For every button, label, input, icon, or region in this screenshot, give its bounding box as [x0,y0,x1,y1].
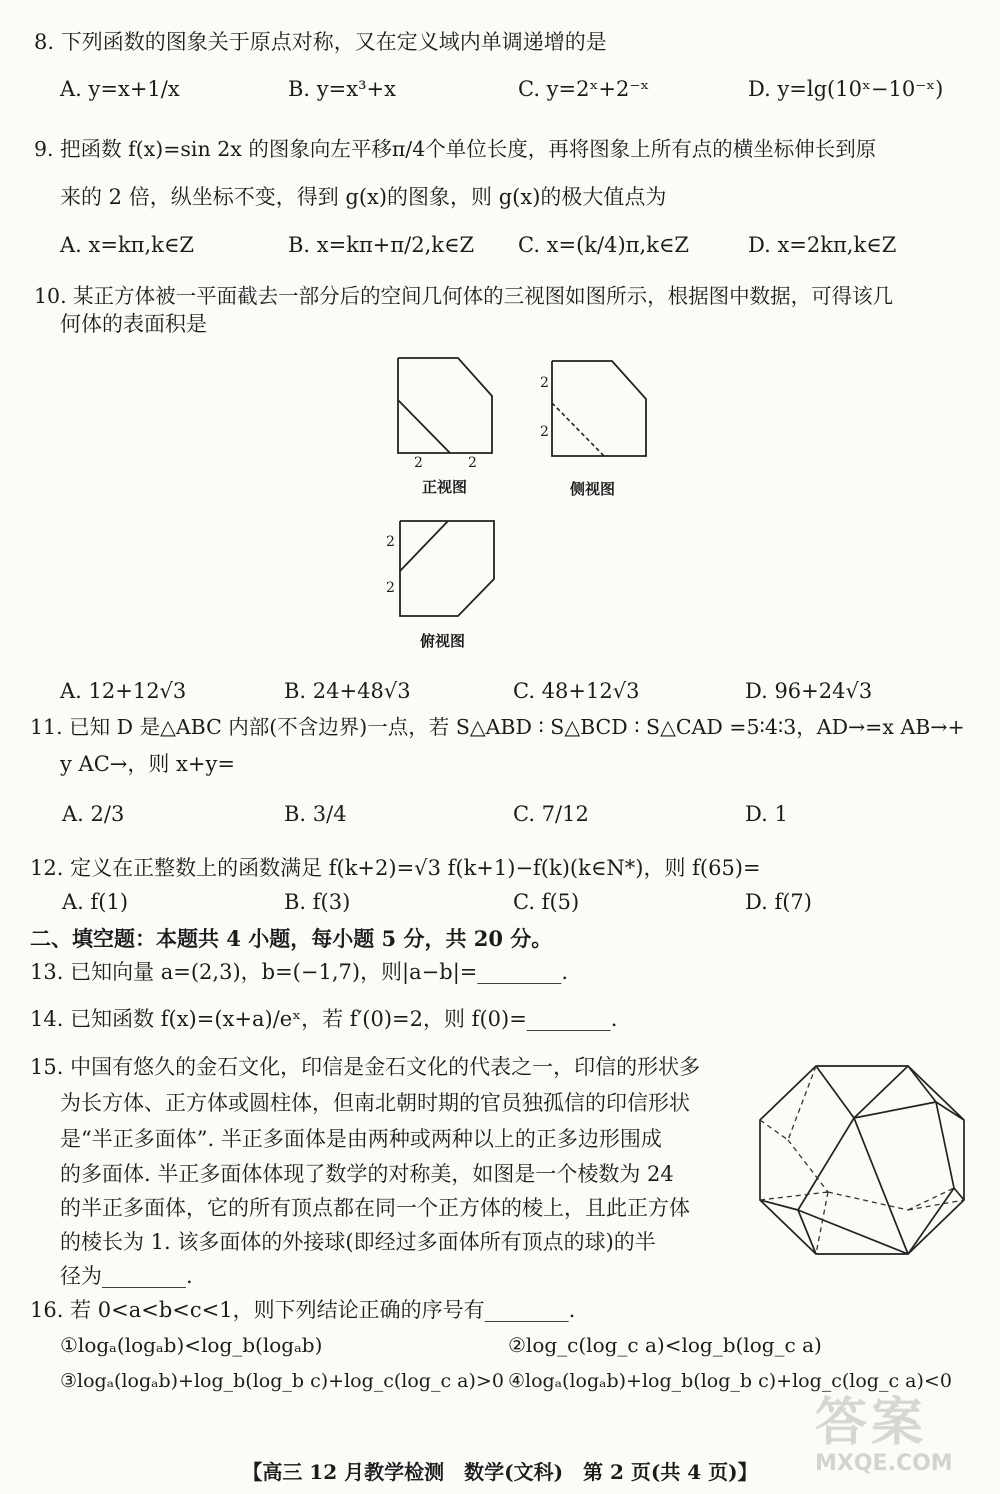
q11-option-c: C. 7/12 [513,802,589,826]
front-view-dim-right: 2 [468,455,477,471]
q9-option-d: D. x=2kπ,k∈Z [748,233,897,257]
q10-option-b: B. 24+48√3 [284,679,411,703]
watermark-title: 答案 [815,1392,928,1453]
q15-line5: 的半正多面体，它的所有顶点都在同一个正方体的棱上，且此正方体 [60,1196,690,1220]
side-view-dim-top: 2 [540,375,549,391]
side-view-diagram [550,359,650,459]
top-view-dim-top: 2 [386,534,395,550]
front-view-caption: 正视图 [422,478,468,496]
q10-stem-line1: 10. 某正方体被一平面截去一部分后的空间几何体的三视图如图所示，根据图中数据，可得该几 [34,284,894,308]
watermark-logo [815,1392,995,1490]
q10-option-c: C. 48+12√3 [513,679,640,703]
q15-line4: 的多面体. 半正多面体体现了数学的对称美，如图是一个棱数为 24 [60,1162,674,1186]
front-view-diagram [396,356,496,456]
q15-line3: 是“半正多面体”. 半正多面体是由两种或两种以上的正多边形围成 [60,1127,662,1151]
q10-option-d: D. 96+24√3 [745,679,873,703]
q9-option-b: B. x=kπ+π/2,k∈Z [288,233,475,257]
q10-stem-line2: 何体的表面积是 [60,312,207,336]
q8-option-b: B. y=x³+x [288,77,396,101]
q16-statement-4: ④logₐ(logₐb)+log_b(log_b c)+log_c(log_c a)<0 [508,1370,952,1392]
top-view-caption: 俯视图 [420,632,466,650]
q11-stem-line1: 11. 已知 D 是△ABC 内部(不含边界)一点，若 S△ABD ∶ S△BCD ∶ S△CAD =5∶4∶3，AD→=x AB→+ [30,715,965,739]
top-view-dim-bottom: 2 [386,580,395,596]
q12-option-c: C. f(5) [513,890,580,914]
q16-statement-1: ①logₐ(logₐb)<log_b(logₐb) [60,1333,323,1357]
q12-option-b: B. f(3) [284,890,351,914]
q11-option-a: A. 2/3 [62,802,125,826]
side-view-dim-bottom: 2 [540,424,549,440]
q8-option-c: C. y=2ˣ+2⁻ˣ [518,77,650,101]
q15-line1: 15. 中国有悠久的金石文化，印信是金石文化的代表之一，印信的形状多 [30,1055,701,1079]
q10-option-a: A. 12+12√3 [60,679,187,703]
q15-line6: 的棱长为 1. 该多面体的外接球(即经过多面体所有顶点的球)的半 [60,1230,656,1254]
q12-stem: 12. 定义在正整数上的函数满足 f(k+2)=√3 f(k+1)−f(k)(k∈N*)，则 f(65)= [30,856,761,880]
q16-stem: 16. 若 0<a<b<c<1，则下列结论正确的序号有________. [30,1298,576,1322]
page-footer: 【高三 12 月教学检测 数学(文科) 第 2 页(共 4 页)】 [242,1460,758,1484]
q12-option-d: D. f(7) [745,890,812,914]
top-view-diagram [398,519,498,619]
front-view-dim-left: 2 [414,455,423,471]
q16-statement-3: ③logₐ(logₐb)+log_b(log_b c)+log_c(log_c a)>0 [60,1370,504,1392]
section-heading: 二、填空题：本题共 4 小题，每小题 5 分，共 20 分。 [30,926,553,951]
watermark-url: MXQE.COM [815,1451,953,1476]
q8-stem: 8. 下列函数的图象关于原点对称，又在定义域内单调递增的是 [34,30,607,54]
q12-option-a: A. f(1) [62,890,129,914]
q16-statement-2: ②log_c(log_c a)<log_b(log_c a) [508,1333,822,1357]
q11-option-b: B. 3/4 [284,802,347,826]
q11-stem-line2: y AC→，则 x+y= [60,752,235,776]
q15-line2: 为长方体、正方体或圆柱体，但南北朝时期的官员独孤信的印信形状 [60,1091,690,1115]
q9-stem-line2: 来的 2 倍，纵坐标不变，得到 g(x)的图象，则 g(x)的极大值点为 [60,185,667,209]
q9-stem-line1: 9. 把函数 f(x)=sin 2x 的图象向左平移π/4个单位长度，再将图象上所有点的横坐标伸长到原 [34,137,877,161]
side-view-caption: 侧视图 [570,480,616,498]
q13-text: 13. 已知向量 a=(2,3)，b=(−1,7)，则|a−b|=________. [30,960,569,984]
q14-text: 14. 已知函数 f(x)=(x+a)/eˣ，若 f′(0)=2，则 f(0)=________. [30,1007,618,1031]
polyhedron-figure [758,1060,968,1260]
q8-option-a: A. y=x+1/x [60,77,180,101]
q15-line7: 径为________. [60,1264,193,1288]
q9-option-c: C. x=(k/4)π,k∈Z [518,233,689,257]
q8-option-d: D. y=lg(10ˣ−10⁻ˣ) [748,77,944,101]
q9-option-a: A. x=kπ,k∈Z [60,233,195,257]
q11-option-d: D. 1 [745,802,788,826]
